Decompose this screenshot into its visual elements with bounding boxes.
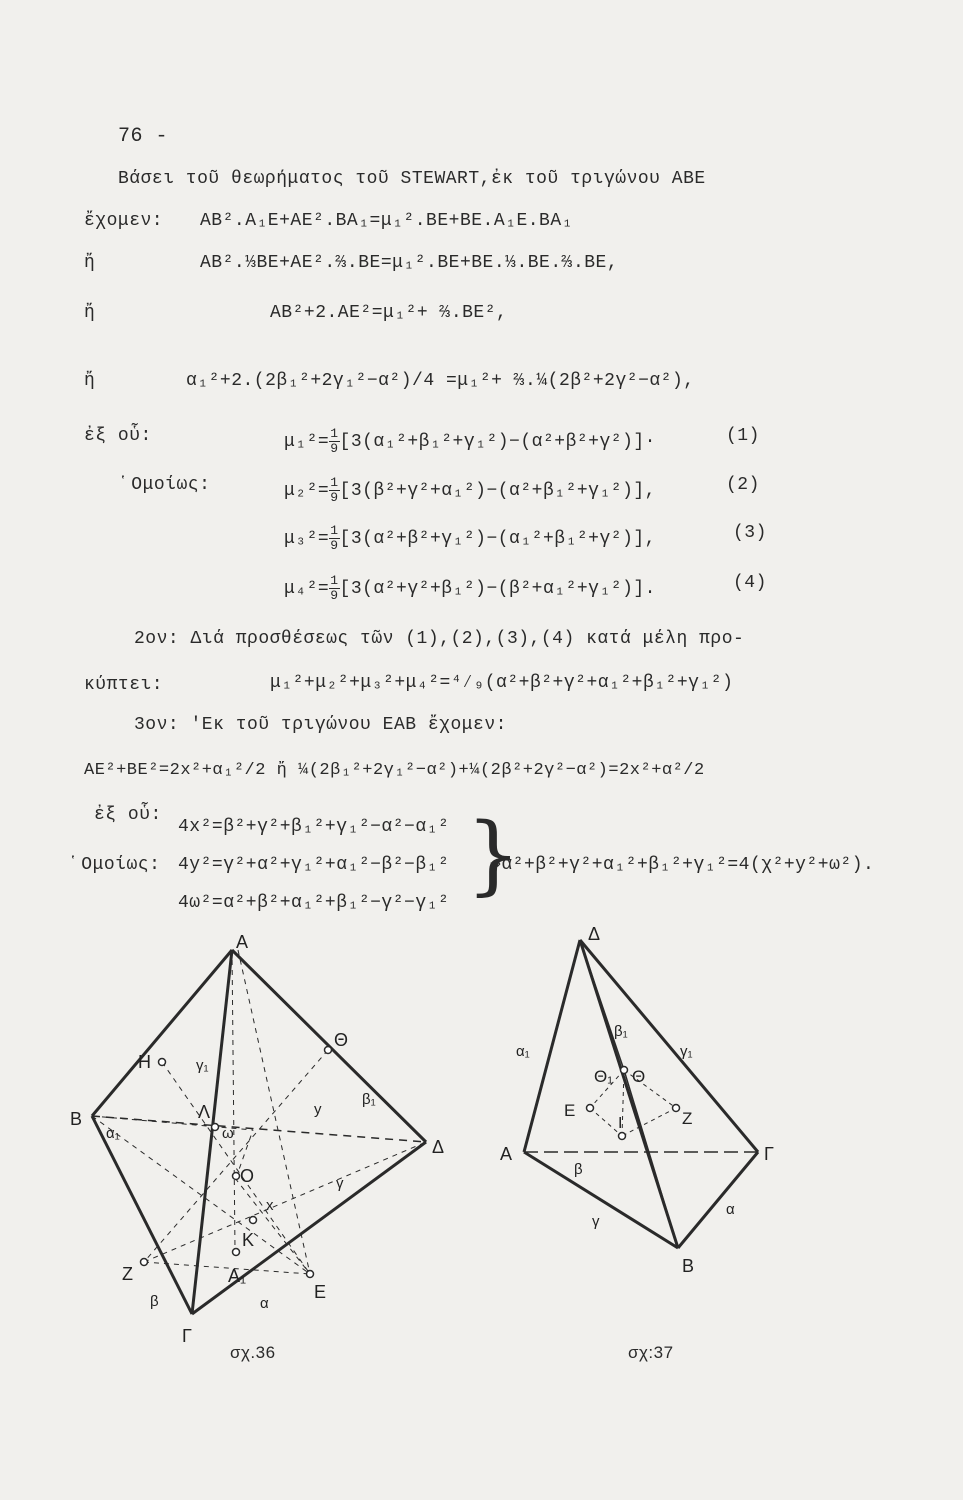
one-ninth-fraction: $\frac{1}{9}$ bbox=[330, 426, 339, 456]
label-i-2: ἤ bbox=[84, 303, 96, 323]
fig37-edge-alpha1: α₁ bbox=[516, 1043, 530, 1060]
fig36-point-Gamma: Γ bbox=[182, 1326, 192, 1346]
fig36-point-K: K bbox=[242, 1230, 255, 1250]
fig36-edge-x: x bbox=[266, 1197, 274, 1214]
fig36-edge-gamma: γ bbox=[336, 1175, 344, 1192]
one-ninth-fraction: $\frac{1}{9}$ bbox=[330, 475, 339, 505]
fig37-point-Theta1: Θ₁ bbox=[594, 1067, 613, 1086]
part3-formula: AE²+BE²=2x²+α₁²/2 ἤ ¼(2β₁²+2γ₁²−α²)+¼(2β²+2γ²−α²)=2x²+α²/2 bbox=[84, 761, 705, 780]
fig36-edge-omega: ω bbox=[222, 1125, 234, 1142]
fig37-point-E: E bbox=[564, 1101, 576, 1120]
fig36-edge-alpha: α bbox=[260, 1295, 269, 1312]
fig37-edge-alpha: α bbox=[726, 1201, 735, 1218]
label-exomen: ἔχομεν: bbox=[84, 211, 164, 231]
fig37-point-Delta: Δ bbox=[588, 924, 601, 944]
fig36-point-Theta: Θ bbox=[334, 1030, 349, 1050]
median-3-lhs: μ₃²= bbox=[284, 528, 330, 549]
fig36-edge-beta: β bbox=[150, 1293, 159, 1310]
fig36-caption: σχ.36 bbox=[230, 1343, 276, 1362]
figure-36 bbox=[70, 920, 490, 1370]
label-i-1: ἤ bbox=[84, 253, 96, 273]
label-i-3: ἤ bbox=[84, 371, 96, 391]
part2-heading: 2ον: Διά προσθέσεως τῶν (1),(2),(3),(4) κατά μέλη προ- bbox=[134, 629, 745, 649]
median-2-rhs: [3(β²+γ²+α₁²)−(α²+β₁²+γ₁²)], bbox=[339, 480, 656, 501]
median-2-lhs: μ₂²= bbox=[284, 480, 330, 501]
label-ex-ou-2: ἐξ οὗ: bbox=[94, 805, 162, 825]
one-ninth-fraction: $\frac{1}{9}$ bbox=[330, 523, 339, 553]
system-result: ⇒α²+β²+γ²+α₁²+β₁²+γ₁²=4(χ²+y²+ω²). bbox=[490, 855, 875, 875]
fig36-point-Delta: Δ bbox=[432, 1137, 445, 1157]
median-3 bbox=[284, 524, 656, 552]
equation-number-2: (2) bbox=[726, 475, 760, 495]
median-4 bbox=[284, 574, 656, 602]
fig37-edge-beta1: β₁ bbox=[614, 1023, 628, 1040]
system-eq-1: 4x²=β²+γ²+β₁²+γ₁²−α²−α₁² bbox=[178, 817, 450, 837]
fig37-point-A: A bbox=[500, 1144, 513, 1164]
stewart-line-1: AB².A₁E+AE².BA₁=μ₁².BE+BE.A₁E.BA₁ bbox=[200, 211, 573, 231]
part3-heading: 3ον: 'Εκ τοῦ τριγώνου EAB ἔχομεν: bbox=[134, 715, 507, 735]
fig37-edge-gamma1: γ₁ bbox=[680, 1043, 693, 1060]
one-ninth-fraction: $\frac{1}{9}$ bbox=[330, 573, 339, 603]
part2-label: κύπτει: bbox=[84, 675, 164, 695]
median-1-rhs: [3(α₁²+β₁²+γ₁²)−(α²+β²+γ²)]· bbox=[339, 431, 656, 452]
part2-formula: μ₁²+μ₂²+μ₃²+μ₄²=⁴⁄₉(α²+β²+γ²+α₁²+β₁²+γ₁²) bbox=[270, 673, 734, 693]
fig37-point-I: I bbox=[618, 1115, 623, 1132]
fig37-edge-gamma: γ bbox=[592, 1213, 600, 1230]
fig36-point-A1: A₁ bbox=[228, 1266, 247, 1286]
fig37-point-Theta: Θ bbox=[632, 1067, 646, 1086]
fig37-caption: σχ:37 bbox=[628, 1343, 674, 1362]
median-3-rhs: [3(α²+β²+γ₁²)−(α₁²+β₁²+γ²)], bbox=[339, 528, 656, 549]
fig36-edge-alpha1: α₁ bbox=[106, 1125, 120, 1142]
fig36-point-Z: Z bbox=[122, 1264, 133, 1284]
label-omoios: ῾Ομοίως: bbox=[120, 475, 211, 495]
fig37-point-B: B bbox=[682, 1256, 695, 1276]
fig37-edge-beta: β bbox=[574, 1161, 583, 1178]
figure-37 bbox=[500, 920, 790, 1280]
median-1-lhs: μ₁²= bbox=[284, 431, 330, 452]
label-ex-ou: ἐξ οὗ: bbox=[84, 426, 152, 446]
median-4-lhs: μ₄²= bbox=[284, 578, 330, 599]
stewart-line-3: AB²+2.AE²=μ₁²+ ⅔.BE², bbox=[270, 303, 508, 323]
stewart-line-2: AB².⅓BE+AE².⅔.BE=μ₁².BE+BE.⅓.BE.⅔.BE, bbox=[200, 253, 619, 273]
fig36-edge-beta1: β₁ bbox=[362, 1091, 376, 1108]
median-2 bbox=[284, 476, 656, 504]
fig36-point-A: A bbox=[236, 932, 249, 952]
fig36-point-Lambda: Λ bbox=[198, 1102, 211, 1122]
equation-number-1: (1) bbox=[726, 426, 760, 446]
fig37-point-Z: Z bbox=[682, 1109, 693, 1128]
fig36-edge-gamma1: γ₁ bbox=[196, 1057, 209, 1074]
system-eq-3: 4ω²=α²+β²+α₁²+β₁²−γ²−γ₁² bbox=[178, 893, 450, 913]
stewart-line-4: α₁²+2.(2β₁²+2γ₁²−α²)/4 =μ₁²+ ⅔.¼(2β²+2γ²−α²), bbox=[186, 371, 695, 391]
equation-number-3: (3) bbox=[733, 523, 767, 543]
fig36-edge-y: y bbox=[314, 1101, 322, 1118]
page-number: 76 - bbox=[118, 125, 169, 148]
fig37-point-Gamma: Γ bbox=[764, 1144, 774, 1164]
median-4-rhs: [3(α²+γ²+β₁²)−(β²+α₁²+γ₁²)]. bbox=[339, 578, 656, 599]
right-brace: } bbox=[466, 805, 522, 905]
median-1 bbox=[284, 427, 656, 455]
fig36-point-B: B bbox=[70, 1109, 83, 1129]
equation-number-4: (4) bbox=[733, 573, 767, 593]
fig36-point-O: O bbox=[240, 1166, 255, 1186]
fig36-point-H: H bbox=[138, 1052, 151, 1072]
intro-line: Βάσει τοῦ θεωρήματος τοῦ STEWART,ἐκ τοῦ τριγώνου ABE bbox=[118, 169, 706, 189]
system-eq-2: 4y²=γ²+α²+γ₁²+α₁²−β²−β₁² bbox=[178, 855, 450, 875]
label-omoios-2: ῾Ομοίως: bbox=[70, 855, 161, 875]
fig36-point-E: E bbox=[314, 1282, 327, 1302]
